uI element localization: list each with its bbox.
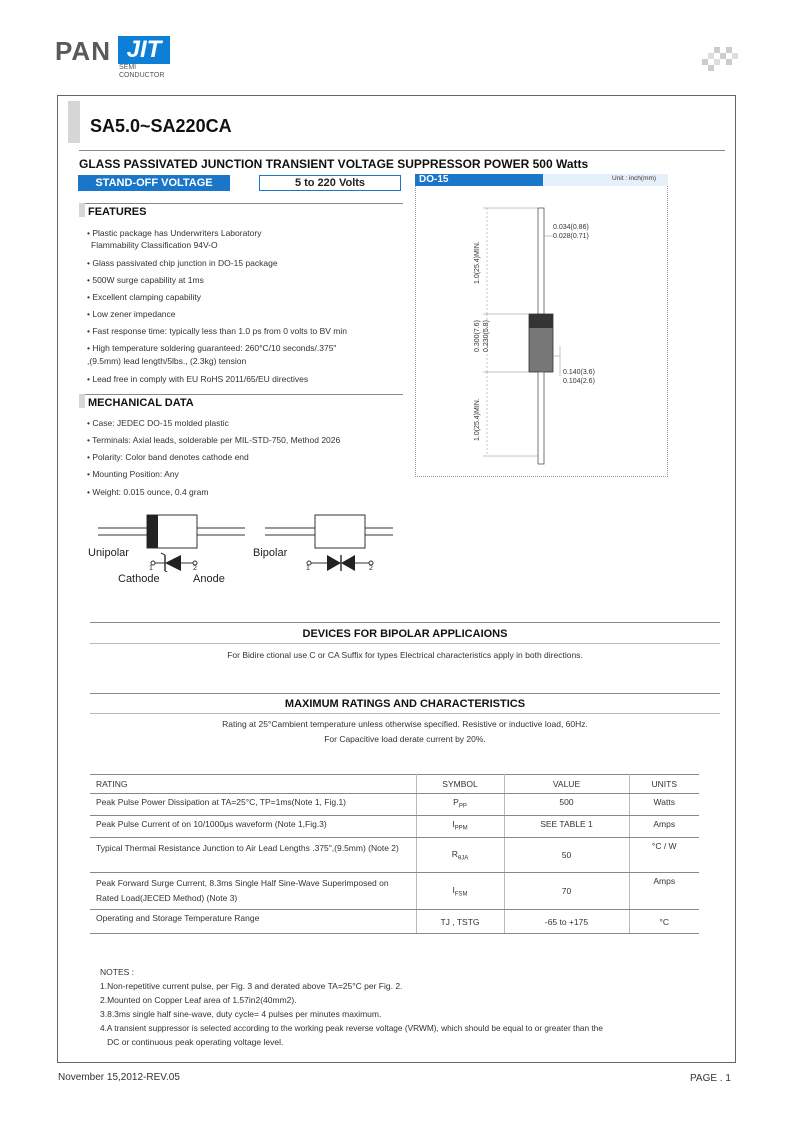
notes-heading: NOTES :	[100, 967, 135, 977]
body-diameter-min: 0.104(2.6)	[563, 378, 595, 385]
lead-diameter-max: 0.034(0.86)	[553, 224, 589, 231]
header-value: VALUE	[504, 775, 629, 794]
note-item: 1.Non-repetitive current pulse, per Fig. 3 and derated above TA=25°C per Fig. 2.	[100, 981, 403, 991]
value-cell: SEE TABLE 1	[504, 816, 629, 838]
standoff-voltage-label: STAND-OFF VOLTAGE	[78, 175, 230, 191]
symbol-cell: $I_{FSM}$	[416, 873, 504, 910]
mechanical-item: • Mounting Position: Any	[87, 469, 179, 479]
product-subtitle: GLASS PASSIVATED JUNCTION TRANSIENT VOLTAGE SUPPRESSOR POWER 500 Watts	[79, 157, 589, 171]
symbol-cell: $R_{\theta JA}$	[416, 838, 504, 873]
page-number: PAGE . 1	[690, 1073, 731, 1084]
value-cell: 50	[504, 838, 629, 873]
feature-item: • Fast response time: typically less than 1.0 ps from 0 volts to BV min	[87, 326, 347, 336]
body-length-max: 0.300(7.6)	[474, 320, 481, 352]
feature-item: • Lead free in comply with EU RoHS 2011/65/EU directives	[87, 374, 309, 384]
note-item: DC or continuous peak operating voltage level.	[100, 1037, 284, 1047]
symbol-cell: TJ , TSTG	[416, 910, 504, 934]
bipolar-pin-2: 2	[369, 565, 373, 572]
brand-logo-jit: JIT	[118, 36, 170, 64]
bipolar-sub-divider	[90, 643, 720, 644]
feature-item: • Plastic package has Underwriters Laboratory	[87, 228, 262, 238]
bipolar-divider	[90, 622, 720, 623]
ratings-condition-2: For Capacitive load derate current by 20%.	[324, 734, 486, 744]
table-row	[90, 816, 699, 838]
feature-item: • Excellent clamping capability	[87, 292, 202, 302]
bipolar-text: For Bidire ctional use C or CA Suffix for types Electrical characteristics apply in both directions.	[227, 650, 583, 660]
ratings-heading: MAXIMUM RATINGS AND CHARACTERISTICS	[284, 698, 526, 710]
anode-label: Anode	[193, 573, 225, 585]
features-heading: FEATURES	[88, 206, 147, 218]
mechanical-item: • Terminals: Axial leads, solderable per MIL-STD-750, Method 2026	[87, 435, 341, 445]
do15-outline-drawing	[415, 186, 668, 476]
lead-diameter-min: 0.028(0.71)	[553, 233, 589, 240]
bipolar-heading: DEVICES FOR BIPOLAR APPLICAIONS	[302, 628, 508, 640]
feature-item: ,(9.5mm) lead length/5lbs., (2.3kg) tension	[87, 356, 247, 366]
mechanical-item: • Polarity: Color band denotes cathode end	[87, 452, 249, 462]
units-cell: Amps	[629, 816, 699, 838]
mechanical-divider	[79, 394, 403, 395]
units-cell: °C	[629, 910, 699, 934]
title-accent-bar	[68, 101, 80, 143]
mechanical-item: • Case: JEDEC DO-15 molded plastic	[87, 418, 229, 428]
decorative-dots-icon	[702, 47, 738, 71]
table-row	[90, 910, 699, 934]
feature-item: • 500W surge capability at 1ms	[87, 275, 204, 285]
title-divider	[79, 150, 725, 151]
value-cell: 500	[504, 794, 629, 816]
ratings-table	[90, 774, 699, 934]
note-item: 4.A transient suppressor is selected according to the working peak reverse voltage (VRWM), which should be equal to or greater than the	[100, 1023, 603, 1033]
rating-cell: Typical Thermal Resistance Junction to Air Lead Lengths .375",(9.5mm) (Note 2)	[90, 838, 416, 873]
package-unit: Unit : inch(mm)	[612, 175, 657, 182]
tagline-line-2: CONDUCTOR	[119, 72, 165, 79]
bipolar-label: Bipolar	[253, 547, 288, 559]
header-symbol: SYMBOL	[416, 775, 504, 794]
table-row	[90, 838, 699, 873]
header-units: UNITS	[629, 775, 699, 794]
ratings-condition-1: Rating at 25°Cambient temperature unless otherwise specified. Resistive or inductive load, 60Hz.	[222, 719, 588, 729]
unipolar-pin-2: 2	[193, 565, 197, 572]
page-title: SA5.0~SA220CA	[90, 116, 232, 136]
feature-item: • Glass passivated chip junction in DO-15 package	[87, 258, 278, 268]
mechanical-heading: MECHANICAL DATA	[88, 397, 194, 409]
features-divider	[79, 203, 403, 204]
unipolar-label: Unipolar	[88, 547, 129, 559]
brand-tagline	[119, 64, 164, 80]
table-row	[90, 794, 699, 816]
table-row	[90, 873, 699, 910]
features-accent	[79, 203, 85, 217]
units-cell: °C / W	[629, 838, 699, 873]
feature-item: • Low zener impedance	[87, 309, 176, 319]
mechanical-item: • Weight: 0.015 ounce, 0.4 gram	[87, 487, 209, 497]
units-cell: Amps	[629, 873, 699, 910]
cathode-label: Cathode	[118, 573, 160, 585]
body-length-min: 0.230(5.8)	[483, 320, 490, 352]
value-cell: -65 to +175	[504, 910, 629, 934]
lead-length-bottom: 1.0(25.4)MIN.	[474, 398, 481, 441]
units-cell: Watts	[629, 794, 699, 816]
ratings-sub-divider	[90, 713, 720, 714]
body-diameter-max: 0.140(3.6)	[563, 369, 595, 376]
note-item: 2.Mounted on Copper Leaf area of 1.57in2(40mm2).	[100, 995, 297, 1005]
mechanical-accent	[79, 394, 85, 408]
rating-cell: Peak Pulse Power Dissipation at TA=25°C, TP=1ms(Note 1, Fig.1)	[90, 794, 416, 816]
feature-item: Flammability Classification 94V-O	[91, 240, 218, 250]
ratings-divider	[90, 693, 720, 694]
unipolar-pin-1: 1	[149, 565, 153, 572]
polarity-diagrams	[95, 512, 395, 572]
header-rating: RATING	[90, 775, 416, 794]
bipolar-pin-1: 1	[306, 565, 310, 572]
symbol-cell: $P_{PP}$	[416, 794, 504, 816]
standoff-voltage-value: 5 to 220 Volts	[259, 175, 401, 191]
lead-length-top: 1.0(25.4)MIN.	[474, 241, 481, 284]
package-name: DO-15	[415, 174, 543, 186]
symbol-cell: $I_{PPM}$	[416, 816, 504, 838]
tagline-line-1: SEMI	[119, 64, 137, 71]
value-cell: 70	[504, 873, 629, 910]
brand-logo-pan: PAN	[55, 36, 111, 66]
rating-cell: Peak Forward Surge Current, 8.3ms Single Half Sine-Wave Superimposed on Rated Load(JECED Method) (Note 3)	[90, 873, 416, 910]
rating-cell: Peak Pulse Current of on 10/1000μs waveform (Note 1,Fig.3)	[90, 816, 416, 838]
note-item: 3.8.3ms single half sine-wave, duty cycle= 4 pulses per minutes maximum.	[100, 1009, 382, 1019]
feature-item: • High temperature soldering guaranteed: 260°C/10 seconds/.375"	[87, 343, 337, 353]
revision-date: November 15,2012-REV.05	[58, 1072, 180, 1083]
table-header-row	[90, 775, 699, 794]
rating-cell: Operating and Storage Temperature Range	[90, 910, 416, 934]
